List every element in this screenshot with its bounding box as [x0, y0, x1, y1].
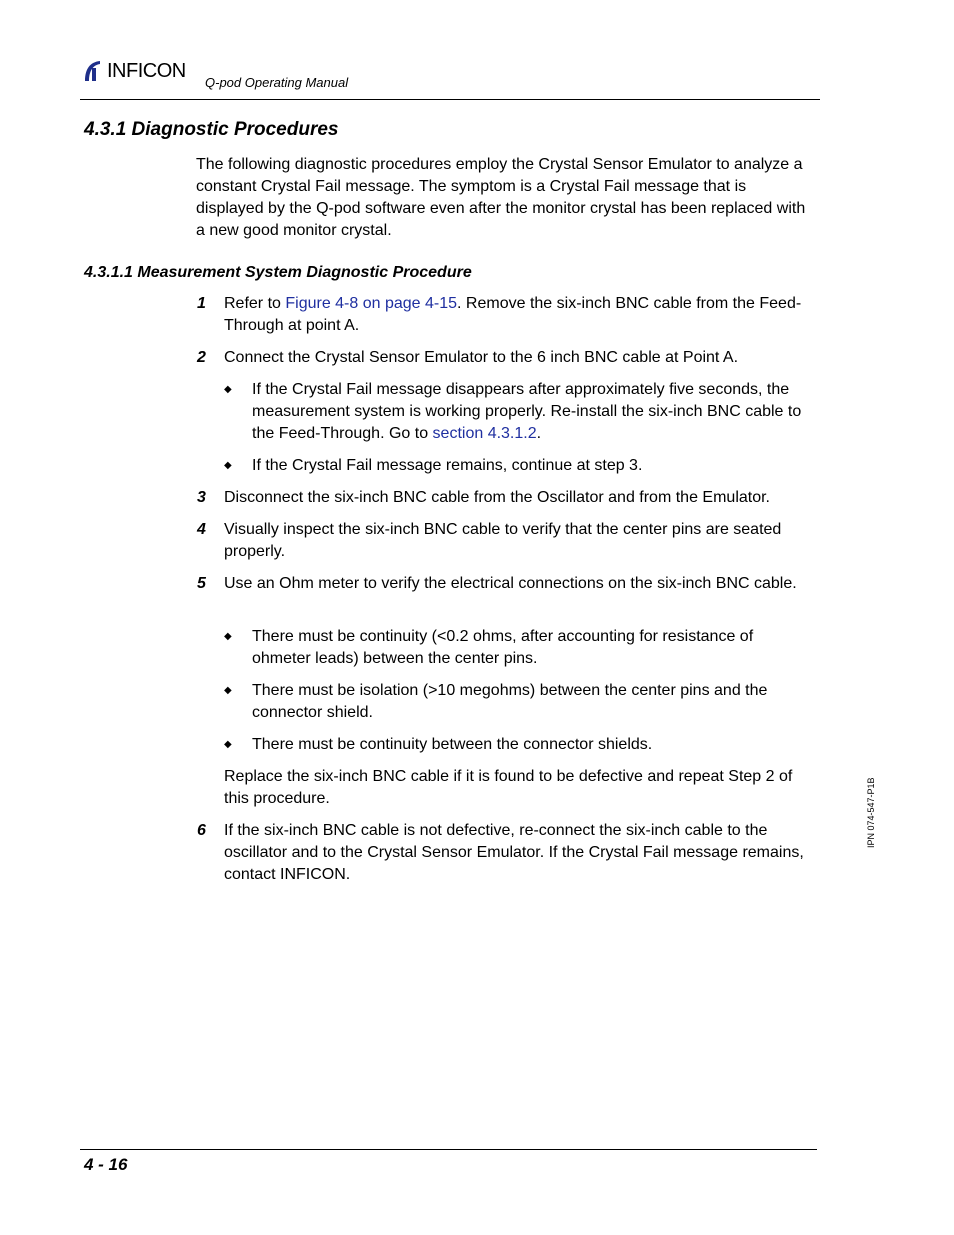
step-number: 4	[197, 521, 206, 538]
logo-wordmark: INFICON	[107, 59, 186, 82]
manual-title: Q-pod Operating Manual	[205, 75, 349, 90]
page-number: 4 - 16	[84, 1155, 128, 1174]
step-text: Disconnect the six-inch BNC cable from the Oscillator and from the Emulator.	[224, 489, 770, 506]
ipn-label: IPN 074-547-P1B	[866, 777, 876, 848]
step-text: If the six-inch BNC cable is not defective, re-connect the six-inch cable to the oscillator and to the Crystal Sensor Emulator. If the Crystal Fail message remains, contact INFICON.	[224, 822, 804, 883]
footer-divider	[80, 1149, 817, 1150]
bullet-text: If the Crystal Fail message remains, continue at step 3.	[252, 457, 643, 474]
step-text-pre: Refer to	[224, 295, 286, 312]
bullet-text-post: .	[536, 425, 542, 442]
diamond-bullet-icon: ◆	[224, 685, 232, 696]
step-number: 5	[197, 575, 206, 592]
section-link[interactable]: section 4.3.1.2	[432, 425, 537, 442]
step-number: 3	[197, 489, 206, 506]
step-text: Use an Ohm meter to verify the electrical connections on the six-inch BNC cable.	[224, 575, 797, 592]
bullet-text: There must be isolation (>10 megohms) between the center pins and the connector shield.	[252, 682, 768, 721]
subsection-heading: 4.3.1.1 Measurement System Diagnostic Procedure	[84, 264, 472, 281]
figure-link[interactable]: Figure 4-8 on page 4-15	[285, 295, 458, 312]
step-number: 6	[197, 822, 206, 839]
bullet-text: There must be continuity (<0.2 ohms, after accounting for resistance of ohmeter leads) between the center pins.	[252, 628, 754, 667]
bullet-text	[252, 379, 816, 445]
step-text	[224, 293, 816, 337]
header-divider	[80, 99, 820, 100]
step-number: 2	[197, 349, 206, 366]
section-heading: 4.3.1 Diagnostic Procedures	[84, 119, 339, 140]
step-number: 1	[197, 295, 206, 312]
diamond-bullet-icon: ◆	[224, 739, 232, 750]
inficon-logo-icon	[82, 59, 104, 83]
diamond-bullet-icon: ◆	[224, 460, 232, 471]
step-note: Replace the six-inch BNC cable if it is found to be defective and repeat Step 2 of this procedure.	[224, 768, 793, 807]
bullet-text: There must be continuity between the connector shields.	[252, 736, 653, 753]
step-text: Connect the Crystal Sensor Emulator to the 6 inch BNC cable at Point A.	[224, 349, 739, 366]
diamond-bullet-icon: ◆	[224, 631, 232, 642]
step-text-post: . Remove the six-inch BNC cable from the Feed-Through at point A.	[224, 295, 802, 334]
step-text: Visually inspect the six-inch BNC cable to verify that the center pins are seated properly.	[224, 521, 782, 560]
diamond-bullet-icon: ◆	[224, 384, 232, 395]
inficon-logo	[82, 58, 186, 84]
intro-paragraph: The following diagnostic procedures employ the Crystal Sensor Emulator to analyze a constant Crystal Fail message. The symptom is a Crystal Fail message that is displayed by the Q-pod software even after the monitor crystal has been replaced with a new good monitor crystal.	[196, 156, 806, 239]
bullet-text-pre: If the Crystal Fail message disappears after approximately five seconds, the measurement system is working properly. Re-install the six-inch BNC cable to the Feed-Through. Go to	[252, 381, 802, 442]
